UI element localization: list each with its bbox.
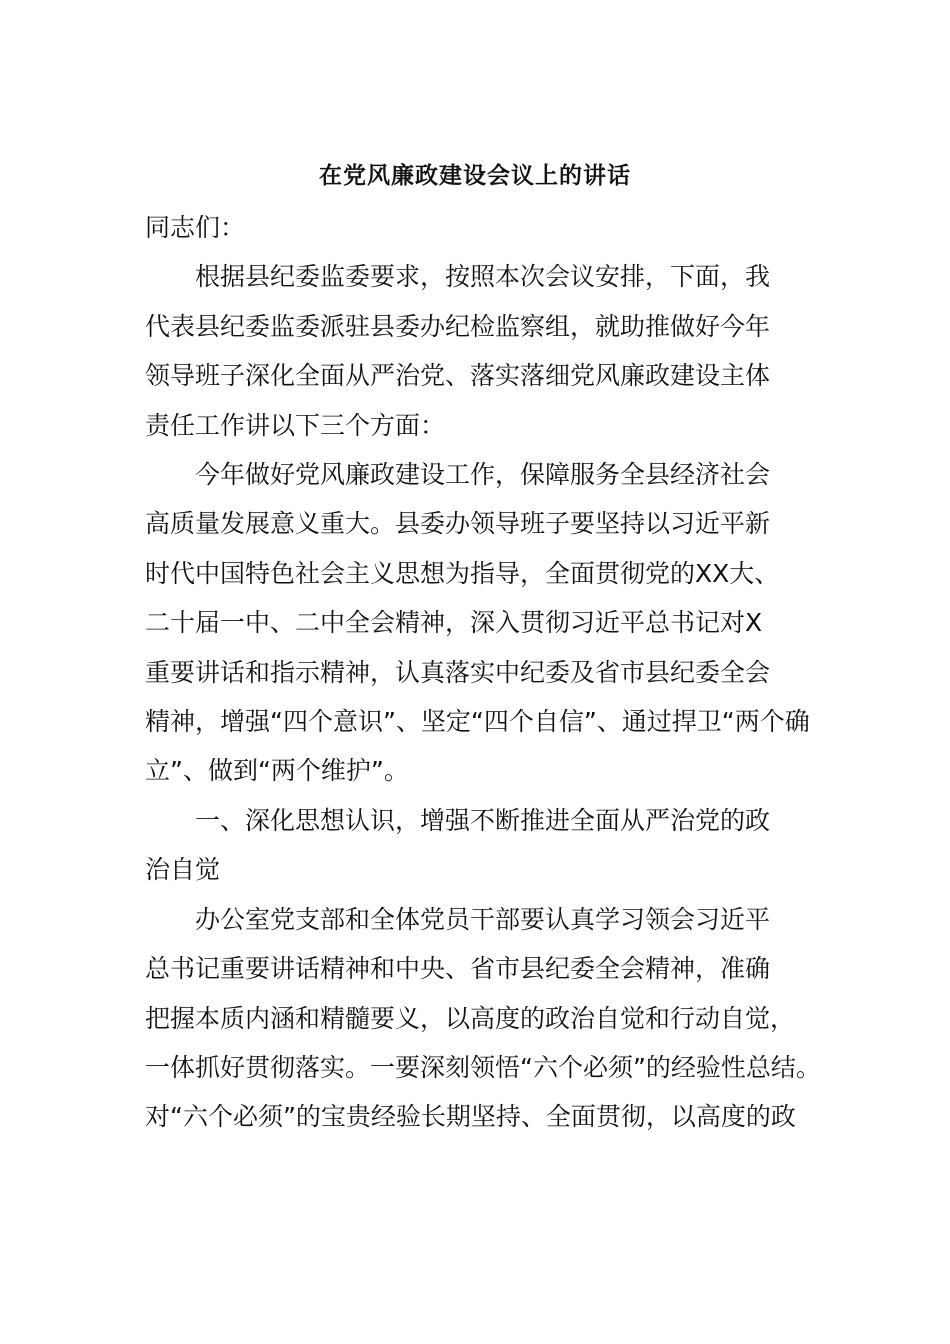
section-heading-line: 一、深化思想认识，增强不断推进全面从严治党的政 <box>195 805 771 835</box>
text-line: 把握本质内涵和精髓要义，以高度的政治自觉和行动自觉， <box>145 1003 796 1033</box>
text-line: 立”、做到“两个维护”。 <box>145 756 409 786</box>
document-body <box>145 203 825 1142</box>
text-line: 时代中国特色社会主义思想为指导，全面贯彻党的XX大、 <box>145 558 780 588</box>
text-line: 办公室党支部和全体党员干部要认真学习领会习近平 <box>195 904 771 934</box>
text-line: 责任工作讲以下三个方面： <box>145 410 446 440</box>
text-line: 精神，增强“四个意识”、坚定“四个自信”、通过捍卫“两个确 <box>145 707 810 737</box>
document-title: 在党风廉政建设会议上的讲话 <box>319 163 631 189</box>
text-line: 高质量发展意义重大。县委办领导班子要坚持以习近平新 <box>145 509 771 539</box>
text-line: 领导班子深化全面从严治党、落实落细党风廉政建设主体 <box>145 361 771 391</box>
text-line: 重要讲话和指示精神，认真落实中纪委及省市县纪委全会 <box>145 657 771 687</box>
text-line: 二十届一中、二中全会精神，深入贯彻习近平总书记对X <box>145 608 763 638</box>
text-line: 同志们： <box>145 213 246 242</box>
text-line: 今年做好党风廉政建设工作，保障服务全县经济社会 <box>195 460 771 490</box>
text-line: 总书记重要讲话精神和中央、省市县纪委全会精神，准确 <box>145 954 771 984</box>
section-heading-line: 治自觉 <box>145 855 221 885</box>
text-line: 代表县纪委监委派驻县委办纪检监察组，就助推做好今年 <box>145 311 771 341</box>
text-line: 根据县纪委监委要求，按照本次会议安排，下面，我 <box>195 262 771 292</box>
text-line: 一体抓好贯彻落实。一要深刻领悟“六个必须”的经验性总结。 <box>145 1052 821 1082</box>
text-line: 对“六个必须”的宝贵经验长期坚持、全面贯彻，以高度的政 <box>145 1102 796 1132</box>
